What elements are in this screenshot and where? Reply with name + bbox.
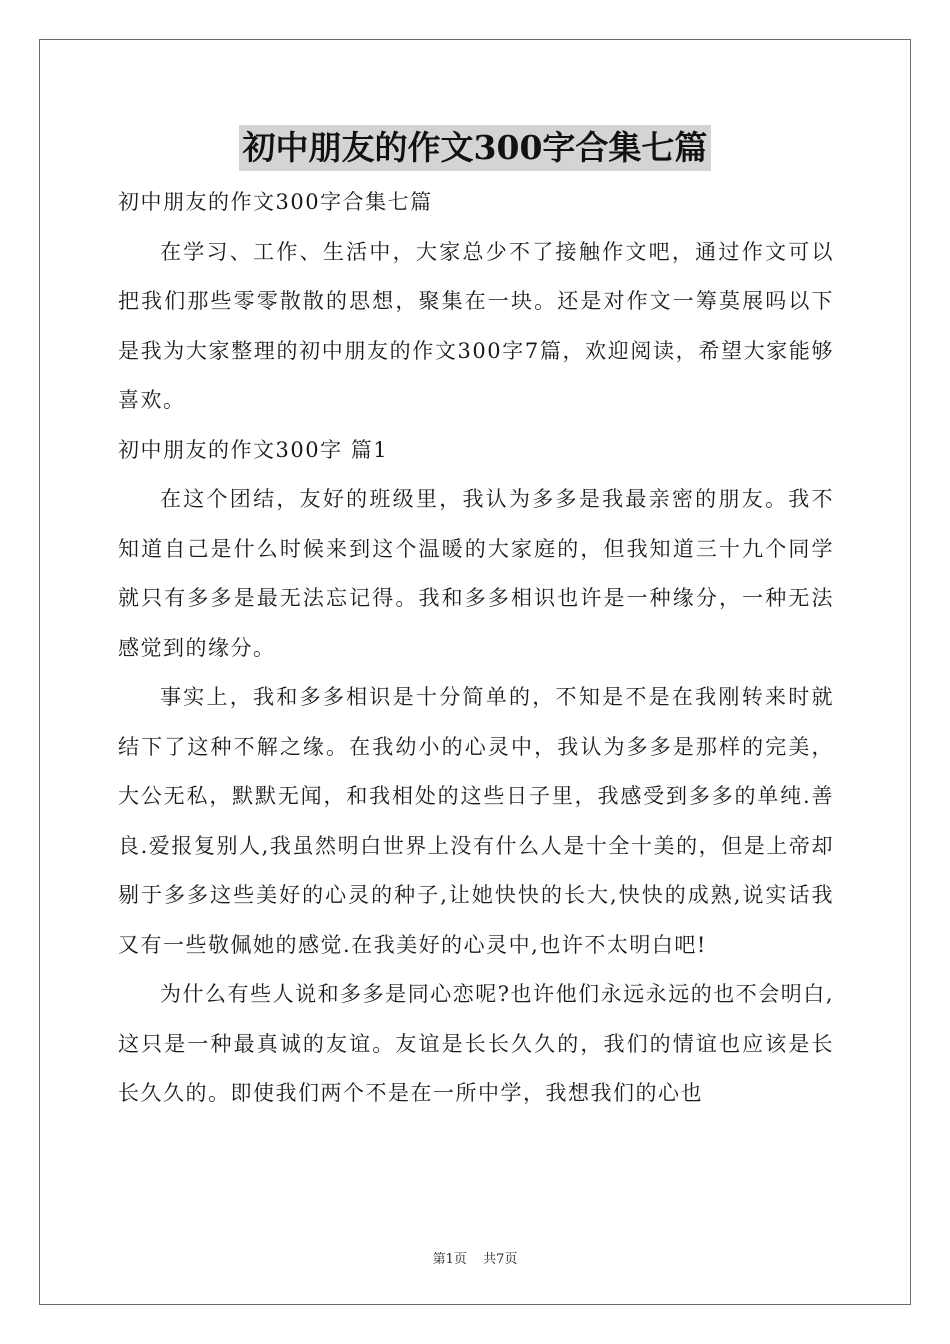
document-title: 初中朋友的作文300字合集七篇 <box>239 125 712 171</box>
document-body <box>118 178 834 1119</box>
title-container <box>0 125 950 171</box>
page-number: 第1页 <box>432 1252 467 1267</box>
intro-paragraph: 在学习、工作、生活中，大家总少不了接触作文吧，通过作文可以把我们那些零零散散的思想，聚集在一块。还是对作文一筹莫展吗以下是我为大家整理的初中朋友的作文300字7篇，欢迎阅读，希望大家能够喜欢。 <box>118 239 834 412</box>
page-total: 共7页 <box>483 1252 518 1267</box>
section-heading: 初中朋友的作文300字 篇1 <box>118 437 389 462</box>
document-subtitle: 初中朋友的作文300字合集七篇 <box>118 190 433 214</box>
page-footer <box>0 1248 950 1267</box>
body-paragraph-3: 为什么有些人说和多多是同心恋呢?也许他们永远永远的也不会明白,这只是一种最真诚的友谊。友谊是长长久久的，我们的情谊也应该是长长久久的。即使我们两个不是在一所中学，我想我们的心也 <box>118 982 834 1105</box>
body-paragraph-1: 在这个团结，友好的班级里，我认为多多是我最亲密的朋友。我不知道自己是什么时候来到这个温暖的大家庭的，但我知道三十九个同学就只有多多是最无法忘记得。我和多多相识也许是一种缘分，一种无法感觉到的缘分。 <box>118 487 834 660</box>
body-paragraph-2: 事实上，我和多多相识是十分简单的，不知是不是在我刚转来时就结下了这种不解之缘。在我幼小的心灵中，我认为多多是那样的完美，大公无私，默默无闻，和我相处的这些日子里，我感受到多多的单纯.善良.爱报复别人,我虽然明白世界上没有什么人是十全十美的，但是上帝却剔于多多这些美好的心灵的种子,让她快快的长大,快快的成熟,说实话我又有一些敬佩她的感觉.在我美好的心灵中,也许不太明白吧! <box>118 685 834 957</box>
